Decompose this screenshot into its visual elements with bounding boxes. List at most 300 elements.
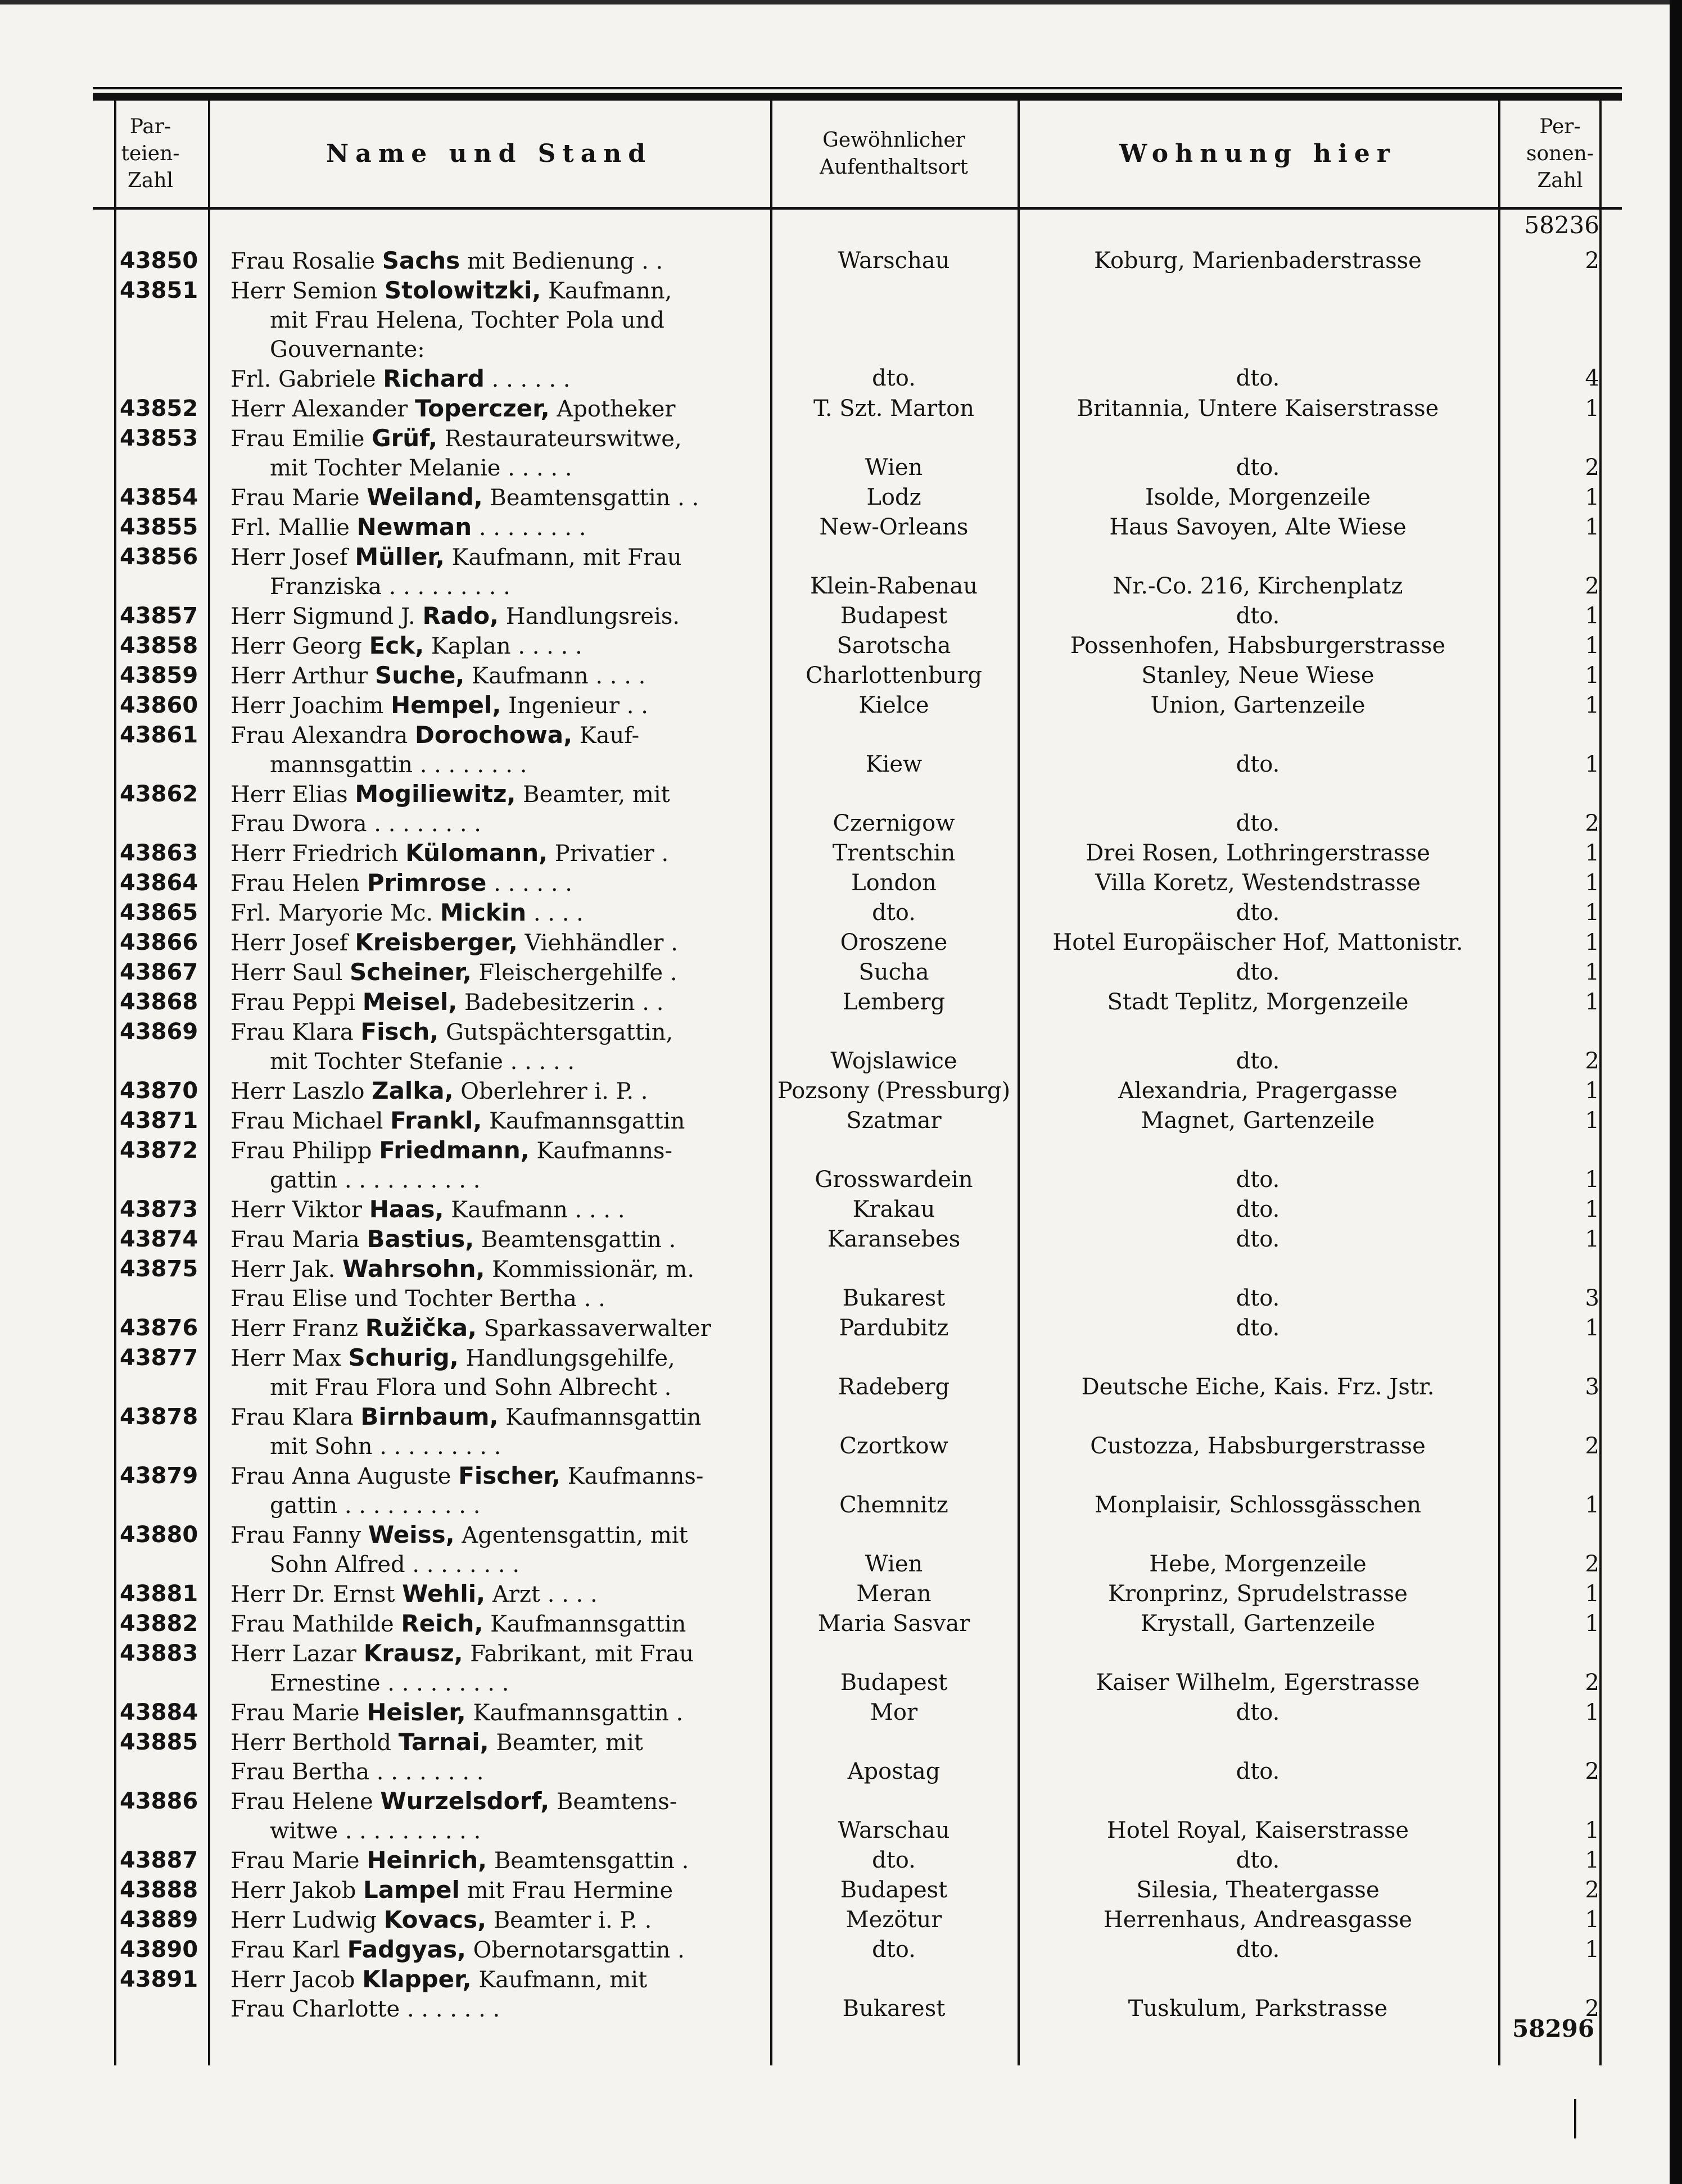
surname: Toperczer, <box>415 395 550 422</box>
address-here: Deutsche Eiche, Kais. Frz. Jstr. <box>1081 1374 1435 1400</box>
name-line <box>230 246 770 276</box>
party-number: 43851 <box>120 278 198 303</box>
table-row <box>93 868 1622 898</box>
address-here-cell <box>1018 1461 1498 1520</box>
name-text: Agentensgattin, mit <box>454 1523 688 1548</box>
name-text: Restaurateurswitwe, <box>437 426 682 452</box>
address-here: Union, Gartenzeile <box>1150 692 1366 718</box>
name-line <box>230 780 770 809</box>
usual-residence: dto. <box>872 1937 916 1963</box>
name-text: Frau Charlotte . . . . . . . <box>230 1996 500 2022</box>
address-here: dto. <box>1236 1226 1280 1252</box>
table-row <box>93 601 1622 631</box>
name-line <box>230 424 770 454</box>
name-and-status <box>208 1728 770 1787</box>
address-here: Silesia, Theatergasse <box>1136 1877 1380 1903</box>
name-text: Kaufmannsgattin . <box>465 1700 684 1726</box>
name-text: Gouvernante: <box>270 337 425 363</box>
spacer <box>1498 1017 1599 1046</box>
table-row <box>93 1402 1622 1461</box>
name-and-status <box>208 1698 770 1728</box>
usual-residence: Apostag <box>847 1759 941 1784</box>
name-text: Frau Marie <box>230 1700 367 1726</box>
name-line <box>230 898 770 928</box>
register-sheet <box>93 87 1622 2065</box>
address-here-cell <box>1018 542 1498 601</box>
name-text: Kaufmanns- <box>529 1138 673 1164</box>
name-text: Frau Peppi <box>230 990 363 1016</box>
name-line <box>230 1757 770 1787</box>
name-text: mit Tochter Stefanie . . . . . <box>270 1049 575 1075</box>
person-count: 1 <box>1585 484 1599 510</box>
usual-residence-cell <box>770 1106 1018 1136</box>
usual-residence: Kiew <box>865 751 923 777</box>
usual-residence-cell <box>770 661 1018 691</box>
surname: Reich, <box>401 1610 483 1637</box>
surname: Wahrsohn, <box>342 1255 485 1283</box>
party-number: 43878 <box>120 1404 198 1430</box>
name-text: Herr Friedrich <box>230 841 406 867</box>
party-number: 43853 <box>120 425 198 451</box>
name-text: Beamtensgattin . <box>487 1848 689 1874</box>
usual-residence-cell <box>770 1728 1018 1787</box>
person-count: 2 <box>1585 1048 1599 1074</box>
usual-residence: Budapest <box>840 1670 948 1696</box>
name-and-status <box>208 1461 770 1520</box>
party-number: 43885 <box>120 1729 198 1755</box>
person-count: 1 <box>1585 1581 1599 1607</box>
usual-residence: Krakau <box>852 1197 935 1222</box>
name-text: Frau Maria <box>230 1227 367 1253</box>
person-count: 1 <box>1585 1078 1599 1104</box>
name-text: . . . . <box>526 900 584 926</box>
address-here: Possenhofen, Habsburgerstrasse <box>1070 633 1446 659</box>
person-count-cell <box>1498 1225 1622 1254</box>
usual-residence: Budapest <box>840 603 948 629</box>
surname: Wurzelsdorf, <box>380 1787 550 1815</box>
person-count: 3 <box>1585 1374 1599 1400</box>
usual-residence: T. Szt. Marton <box>813 396 975 422</box>
usual-residence-cell <box>770 1520 1018 1579</box>
address-here: dto. <box>1236 900 1280 926</box>
name-text: Frau Philipp <box>230 1138 379 1164</box>
person-count-cell <box>1498 1905 1622 1935</box>
person-count-cell <box>1498 1639 1622 1698</box>
table-row <box>93 1935 1622 1965</box>
spacer <box>1498 1254 1599 1284</box>
party-number: 43864 <box>120 870 198 896</box>
name-line <box>230 542 770 572</box>
table-header <box>93 101 1622 207</box>
spacer <box>1018 276 1498 364</box>
name-line <box>230 601 770 631</box>
person-count: 4 <box>1585 365 1599 391</box>
usual-residence-cell <box>770 1698 1018 1728</box>
surname: Kreisberger, <box>355 928 518 956</box>
usual-residence: Bukarest <box>842 1285 946 1311</box>
spacer <box>1018 1136 1498 1165</box>
person-count: 1 <box>1585 663 1599 688</box>
usual-residence-cell <box>770 1343 1018 1402</box>
person-count-cell <box>1498 1787 1622 1846</box>
name-text: Herr Franz <box>230 1316 365 1342</box>
table-row <box>93 721 1622 780</box>
spacer <box>1498 276 1599 364</box>
name-text: Frau Michael <box>230 1108 391 1134</box>
person-count-cell <box>1498 1875 1622 1905</box>
address-here: Villa Koretz, Westendstrasse <box>1095 870 1421 896</box>
usual-residence: Szatmar <box>846 1108 942 1134</box>
usual-residence-cell <box>770 958 1018 987</box>
name-and-status <box>208 513 770 542</box>
surname: Sachs <box>382 247 460 274</box>
name-line <box>230 1461 770 1491</box>
spacer <box>770 424 1018 453</box>
usual-residence-cell <box>770 1313 1018 1343</box>
usual-residence: Trentschin <box>832 840 956 866</box>
surname: Friedmann, <box>379 1136 530 1164</box>
usual-residence-cell <box>770 246 1018 276</box>
person-count: 1 <box>1585 1492 1599 1518</box>
name-and-status <box>208 958 770 987</box>
name-text: Herr Viktor <box>230 1197 369 1223</box>
usual-residence-cell <box>770 1579 1018 1609</box>
name-and-status <box>208 1875 770 1905</box>
name-text: Kaufmannsgattin <box>498 1404 702 1430</box>
person-count-cell <box>1498 1313 1622 1343</box>
party-number: 43854 <box>120 484 198 510</box>
table-row <box>93 1461 1622 1520</box>
party-number: 43868 <box>120 989 198 1015</box>
header-address-here: Wohnung hier <box>1119 139 1397 168</box>
party-number: 43874 <box>120 1226 198 1252</box>
usual-residence: Warschau <box>838 248 950 274</box>
spacer <box>770 1520 1018 1549</box>
name-text: Herr Arthur <box>230 663 375 689</box>
address-here: dto. <box>1236 751 1280 777</box>
name-and-status <box>208 483 770 513</box>
usual-residence-cell <box>770 780 1018 839</box>
spacer <box>1498 1343 1599 1372</box>
name-text: Beamter, mit <box>489 1730 643 1756</box>
person-count-cell <box>1498 898 1622 928</box>
table-row <box>93 1520 1622 1579</box>
spacer <box>1018 1639 1498 1668</box>
person-count-cell <box>1498 424 1622 483</box>
name-text: Ingenieur . . <box>501 693 648 719</box>
usual-residence-cell <box>770 928 1018 958</box>
name-and-status <box>208 1106 770 1136</box>
person-count: 1 <box>1585 692 1599 718</box>
name-text: Fabrikant, mit Frau <box>463 1641 694 1667</box>
person-count: 1 <box>1585 840 1599 866</box>
address-here-cell <box>1018 958 1498 987</box>
party-number: 43866 <box>120 930 198 955</box>
spacer <box>1018 424 1498 453</box>
name-and-status <box>208 898 770 928</box>
name-text: Kommissionär, m. <box>485 1257 695 1283</box>
spacer <box>770 1787 1018 1816</box>
address-here-cell <box>1018 1136 1498 1195</box>
address-here-cell <box>1018 1905 1498 1935</box>
usual-residence: Budapest <box>840 1877 948 1903</box>
table-row <box>93 1225 1622 1254</box>
name-text: Gutspächtersgattin, <box>438 1019 673 1045</box>
surname: Weiland, <box>367 483 483 511</box>
name-text: Herr Jakob <box>230 1878 364 1904</box>
surname: Ružička, <box>365 1314 477 1342</box>
party-number: 43870 <box>120 1078 198 1104</box>
party-number: 43856 <box>120 544 198 570</box>
person-count-cell <box>1498 1106 1622 1136</box>
usual-residence: Sucha <box>858 959 929 985</box>
usual-residence: dto. <box>872 365 916 391</box>
usual-residence-cell <box>770 691 1018 721</box>
name-text: mannsgattin . . . . . . . . <box>270 752 527 778</box>
name-and-status <box>208 276 770 394</box>
usual-residence: Sarotscha <box>837 633 951 659</box>
usual-residence-cell <box>770 1017 1018 1076</box>
table-row <box>93 1609 1622 1639</box>
person-count-cell <box>1498 631 1622 661</box>
name-line <box>230 1076 770 1106</box>
usual-residence: Wien <box>865 455 923 481</box>
usual-residence-cell <box>770 1846 1018 1875</box>
name-text: Ernestine . . . . . . . . . <box>270 1670 509 1696</box>
usual-residence-cell <box>770 1787 1018 1846</box>
person-count: 1 <box>1585 751 1599 777</box>
table-row <box>93 1313 1622 1343</box>
person-count-cell <box>1498 1579 1622 1609</box>
table-row <box>93 483 1622 513</box>
name-text: Beamtensgattin . <box>474 1227 676 1253</box>
table-row <box>93 1579 1622 1609</box>
name-text: Frau Klara <box>230 1019 361 1045</box>
address-here-cell <box>1018 1698 1498 1728</box>
party-number: 43886 <box>120 1788 198 1814</box>
person-count-cell <box>1498 1935 1622 1965</box>
address-here: Hotel Europäischer Hof, Mattonistr. <box>1052 930 1463 955</box>
person-count-cell <box>1498 1728 1622 1787</box>
person-count-cell <box>1498 928 1622 958</box>
surname: Haas, <box>369 1195 444 1223</box>
address-here-cell <box>1018 601 1498 631</box>
name-text: Badebesitzerin . . <box>457 990 664 1016</box>
usual-residence: Meran <box>856 1581 932 1607</box>
name-text: Kaufmann . . . . <box>464 663 646 689</box>
party-number: 43861 <box>120 722 198 748</box>
page-right-edge <box>1670 0 1682 2184</box>
usual-residence: Oroszene <box>840 930 948 955</box>
surname: Schurig, <box>348 1344 459 1371</box>
name-and-status <box>208 542 770 601</box>
name-text: Obernotarsgattin . <box>465 1937 685 1963</box>
name-text: Herr Dr. Ernst <box>230 1582 403 1607</box>
table-row <box>93 631 1622 661</box>
usual-residence-cell <box>770 394 1018 424</box>
name-and-status <box>208 1254 770 1313</box>
table-row <box>93 691 1622 721</box>
address-here-cell <box>1018 1728 1498 1787</box>
name-line <box>230 1106 770 1136</box>
person-count: 1 <box>1585 633 1599 659</box>
name-line <box>230 721 770 750</box>
name-line <box>230 1816 770 1846</box>
address-here: Tuskulum, Parkstrasse <box>1128 1996 1388 2022</box>
usual-residence-cell <box>770 987 1018 1017</box>
address-here: dto. <box>1236 810 1280 836</box>
name-and-status <box>208 1313 770 1343</box>
person-count: 1 <box>1585 959 1599 985</box>
address-here: dto. <box>1236 959 1280 985</box>
name-text: Herr Lazar <box>230 1641 364 1667</box>
usual-residence-cell <box>770 1965 1018 2024</box>
person-count-cell <box>1498 542 1622 601</box>
address-here: dto. <box>1236 1285 1280 1311</box>
name-and-status <box>208 780 770 839</box>
usual-residence-cell <box>770 1254 1018 1313</box>
name-text: Frau Emilie <box>230 426 372 452</box>
name-line <box>230 1313 770 1343</box>
person-count: 2 <box>1585 1759 1599 1784</box>
address-here-cell <box>1018 1195 1498 1225</box>
table-row <box>93 1787 1622 1846</box>
party-number: 43881 <box>120 1581 198 1607</box>
usual-residence: Charlottenburg <box>806 663 982 688</box>
table-row <box>93 542 1622 601</box>
spacer <box>1018 1728 1498 1757</box>
usual-residence-cell <box>770 898 1018 928</box>
spacer <box>1018 1254 1498 1284</box>
name-line <box>230 394 770 424</box>
name-text: Privatier . <box>548 841 669 867</box>
table-row <box>93 1698 1622 1728</box>
name-text: Herr Josef <box>230 545 355 570</box>
address-here: dto. <box>1236 1315 1280 1341</box>
name-text: mit Frau Hermine <box>459 1878 673 1904</box>
surname: Grüf, <box>372 424 438 452</box>
usual-residence-cell <box>770 868 1018 898</box>
spacer <box>1018 721 1498 750</box>
name-and-status <box>208 691 770 721</box>
person-count-cell <box>1498 1254 1622 1313</box>
name-text: gattin . . . . . . . . . . <box>270 1167 481 1193</box>
spacer <box>770 1402 1018 1431</box>
address-here-cell <box>1018 1225 1498 1254</box>
name-text: Herr Laszlo <box>230 1079 372 1104</box>
address-here: dto. <box>1236 603 1280 629</box>
person-count: 1 <box>1585 1197 1599 1222</box>
table-row <box>93 1905 1622 1935</box>
address-here-cell <box>1018 1402 1498 1461</box>
surname: Dorochowa, <box>415 721 573 749</box>
name-line <box>230 1875 770 1905</box>
usual-residence-cell <box>770 424 1018 483</box>
party-number: 43879 <box>120 1463 198 1489</box>
bottom-rule-stub <box>1574 2099 1576 2138</box>
address-here: Kronprinz, Sprudelstrasse <box>1108 1581 1408 1607</box>
name-line <box>230 809 770 839</box>
name-and-status <box>208 1402 770 1461</box>
usual-residence-cell <box>770 1136 1018 1195</box>
spacer <box>770 1017 1018 1046</box>
person-count: 1 <box>1585 900 1599 926</box>
header-person-count: Per- sonen- Zahl <box>1526 115 1594 192</box>
party-number: 43877 <box>120 1345 198 1371</box>
name-and-status <box>208 1639 770 1698</box>
spacer <box>1018 1965 1498 1994</box>
name-text: Franziska . . . . . . . . . <box>270 574 510 600</box>
address-here: Magnet, Gartenzeile <box>1141 1108 1375 1134</box>
name-line <box>230 454 770 483</box>
name-text: Frau Rosalie <box>230 248 382 274</box>
name-and-status <box>208 246 770 276</box>
usual-residence: Chemnitz <box>839 1492 948 1518</box>
usual-residence: Kielce <box>858 692 929 718</box>
table-row <box>93 1343 1622 1402</box>
surname: Eck, <box>369 632 424 659</box>
name-line <box>230 276 770 306</box>
person-count: 2 <box>1585 455 1599 481</box>
person-count-cell <box>1498 691 1622 721</box>
name-text: Herr Josef <box>230 930 355 956</box>
address-here: dto. <box>1236 1700 1280 1725</box>
name-text: Herr Ludwig <box>230 1907 384 1933</box>
name-text: Frau Karl <box>230 1937 347 1963</box>
name-line <box>230 661 770 691</box>
person-count-cell <box>1498 1343 1622 1402</box>
usual-residence-cell <box>770 1935 1018 1965</box>
guest-list-table <box>93 101 1622 2024</box>
person-count-cell <box>1498 394 1622 424</box>
name-line <box>230 1995 770 2024</box>
usual-residence-cell <box>770 631 1018 661</box>
name-line <box>230 1225 770 1254</box>
usual-residence-cell <box>770 1639 1018 1698</box>
table-row <box>93 1728 1622 1787</box>
spacer <box>1498 1402 1599 1431</box>
name-text: Beamter, mit <box>516 782 670 808</box>
name-text: Herr Alexander <box>230 396 415 422</box>
name-text: Handlungsreis. <box>499 604 680 629</box>
surname: Frankl, <box>390 1107 482 1134</box>
name-text: Frau Anna Auguste <box>230 1463 459 1489</box>
name-line <box>230 1639 770 1669</box>
name-text: mit Frau Helena, Tochter Pola und <box>270 307 665 333</box>
usual-residence-cell <box>770 1461 1018 1520</box>
name-and-status <box>208 1935 770 1965</box>
spacer <box>1498 1728 1599 1757</box>
table-row <box>93 1254 1622 1313</box>
usual-residence-cell <box>770 1875 1018 1905</box>
name-text: Herr Max <box>230 1345 349 1371</box>
party-number: 43882 <box>120 1611 198 1637</box>
name-text: Frau Fanny <box>230 1523 368 1548</box>
spacer <box>1018 1461 1498 1490</box>
name-text: mit Bedienung . . <box>460 248 663 274</box>
spacer <box>770 780 1018 809</box>
party-number: 43855 <box>120 514 198 540</box>
party-number: 43860 <box>120 692 198 718</box>
name-text: Sohn Alfred . . . . . . . . <box>270 1552 520 1578</box>
person-count-cell <box>1498 1609 1622 1639</box>
name-and-status <box>208 1579 770 1609</box>
name-text: Kaufmann . . . . <box>444 1197 625 1223</box>
party-number: 43858 <box>120 633 198 659</box>
top-rule-thick <box>93 93 1622 101</box>
usual-residence: Wojslawice <box>830 1048 957 1074</box>
table-row <box>93 1639 1622 1698</box>
